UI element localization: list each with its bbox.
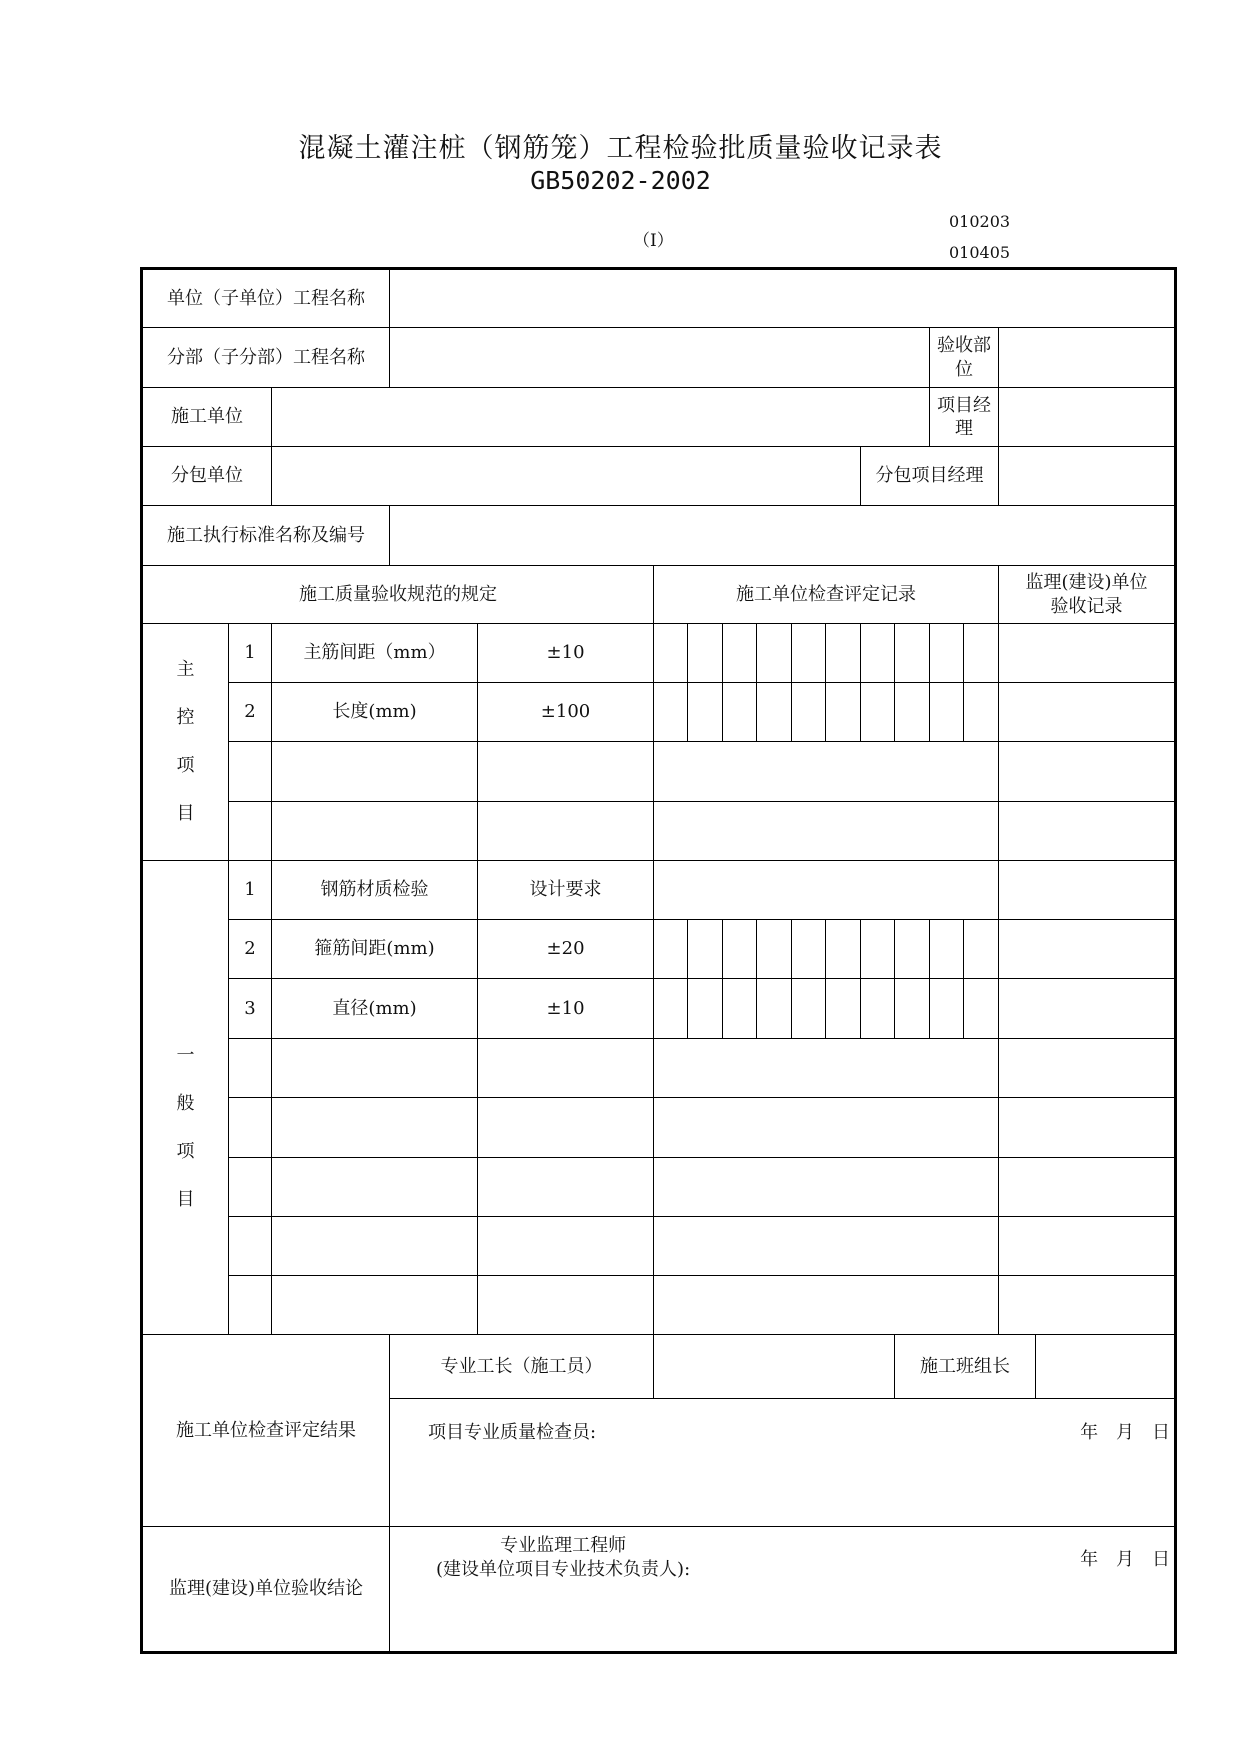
check-cell[interactable] bbox=[964, 920, 999, 979]
col-header-supervision-record: 监理(建设)单位验收记录 bbox=[999, 566, 1176, 624]
check-cell[interactable] bbox=[723, 624, 757, 683]
blank-value[interactable] bbox=[478, 742, 654, 802]
quality-inspector-label: 项目专业质量检查员: bbox=[428, 1422, 597, 1444]
label-sub-project-name: 分部（子分部）工程名称 bbox=[142, 328, 390, 388]
general-item-no: 3 bbox=[229, 979, 272, 1039]
inspection-form-table bbox=[140, 267, 1177, 1654]
blank-name[interactable] bbox=[272, 1039, 478, 1098]
blank-name[interactable] bbox=[272, 802, 478, 861]
check-cell[interactable] bbox=[930, 920, 964, 979]
check-result-date: 年 月 日 bbox=[1080, 1422, 1171, 1444]
check-cell[interactable] bbox=[861, 920, 895, 979]
check-cell[interactable] bbox=[723, 979, 757, 1039]
blank-no[interactable] bbox=[229, 802, 272, 861]
check-record-cell[interactable] bbox=[654, 1217, 999, 1276]
check-cell[interactable] bbox=[826, 920, 861, 979]
form-roman: （Ⅰ） bbox=[633, 231, 674, 251]
check-record-cell[interactable] bbox=[654, 1039, 999, 1098]
check-record-cell[interactable] bbox=[654, 861, 999, 920]
field-unit-project-name[interactable] bbox=[390, 269, 1176, 328]
supervision-cell[interactable] bbox=[999, 1039, 1176, 1098]
check-cell[interactable] bbox=[861, 683, 895, 742]
field-foreman[interactable] bbox=[654, 1335, 895, 1399]
supervisor-label: 专业监理工程师 (建设单位项目专业技术负责人): bbox=[436, 1535, 691, 1580]
general-item-name: 直径(mm) bbox=[272, 979, 478, 1039]
blank-name[interactable] bbox=[272, 1276, 478, 1335]
main-item-name: 长度(mm) bbox=[272, 683, 478, 742]
check-cell[interactable] bbox=[723, 920, 757, 979]
label-construction-unit: 施工单位 bbox=[142, 388, 272, 447]
check-cell[interactable] bbox=[895, 979, 930, 1039]
check-cell[interactable] bbox=[861, 624, 895, 683]
check-cell[interactable] bbox=[792, 624, 826, 683]
label-supervision-conclusion: 监理(建设)单位验收结论 bbox=[142, 1527, 390, 1653]
check-cell[interactable] bbox=[688, 683, 723, 742]
label-acceptance-part: 验收部位 bbox=[930, 328, 999, 388]
blank-value[interactable] bbox=[478, 1098, 654, 1158]
check-cell[interactable] bbox=[792, 920, 826, 979]
field-acceptance-part[interactable] bbox=[999, 328, 1176, 388]
blank-value[interactable] bbox=[478, 1276, 654, 1335]
check-cell[interactable] bbox=[895, 624, 930, 683]
main-item-no: 2 bbox=[229, 683, 272, 742]
check-cell[interactable] bbox=[654, 920, 688, 979]
blank-value[interactable] bbox=[478, 802, 654, 861]
blank-name[interactable] bbox=[272, 1217, 478, 1276]
blank-value[interactable] bbox=[478, 1039, 654, 1098]
blank-no[interactable] bbox=[229, 1158, 272, 1217]
field-team-leader[interactable] bbox=[1036, 1335, 1176, 1399]
check-result-sign-area[interactable] bbox=[390, 1399, 1176, 1527]
general-label: 一 般 项 目 bbox=[142, 861, 229, 1335]
label-check-result: 施工单位检查评定结果 bbox=[142, 1335, 390, 1527]
supervision-cell[interactable] bbox=[999, 1217, 1176, 1276]
check-cell[interactable] bbox=[930, 624, 964, 683]
blank-no[interactable] bbox=[229, 1039, 272, 1098]
field-sub-project-name[interactable] bbox=[390, 328, 930, 388]
check-cell[interactable] bbox=[792, 683, 826, 742]
blank-no[interactable] bbox=[229, 1276, 272, 1335]
check-cell[interactable] bbox=[723, 683, 757, 742]
general-item-no: 1 bbox=[229, 861, 272, 920]
general-item-value: 设计要求 bbox=[478, 861, 654, 920]
check-cell[interactable] bbox=[895, 920, 930, 979]
check-cell[interactable] bbox=[654, 979, 688, 1039]
field-subcontract-unit[interactable] bbox=[272, 447, 861, 506]
general-item-no: 2 bbox=[229, 920, 272, 979]
blank-name[interactable] bbox=[272, 1098, 478, 1158]
check-cell[interactable] bbox=[826, 979, 861, 1039]
check-record-cell[interactable] bbox=[654, 1098, 999, 1158]
supervision-cell[interactable] bbox=[999, 861, 1176, 920]
check-cell[interactable] bbox=[930, 683, 964, 742]
supervision-cell[interactable] bbox=[999, 1276, 1176, 1335]
check-cell[interactable] bbox=[688, 624, 723, 683]
blank-no[interactable] bbox=[229, 1217, 272, 1276]
label-foreman: 专业工长（施工员） bbox=[390, 1335, 654, 1399]
check-cell[interactable] bbox=[930, 979, 964, 1039]
blank-name[interactable] bbox=[272, 1158, 478, 1217]
col-header-check-record: 施工单位检查评定记录 bbox=[654, 566, 999, 624]
check-cell[interactable] bbox=[757, 979, 792, 1039]
main-item-value: ±10 bbox=[478, 624, 654, 683]
check-record-cell[interactable] bbox=[654, 1276, 999, 1335]
label-unit-project-name: 单位（子单位）工程名称 bbox=[142, 269, 390, 328]
supervision-cell[interactable] bbox=[999, 742, 1176, 802]
check-cell[interactable] bbox=[964, 979, 999, 1039]
supervision-cell[interactable] bbox=[999, 979, 1176, 1039]
label-team-leader: 施工班组长 bbox=[895, 1335, 1036, 1399]
blank-value[interactable] bbox=[478, 1217, 654, 1276]
check-cell[interactable] bbox=[757, 920, 792, 979]
main-item-value: ±100 bbox=[478, 683, 654, 742]
standard-code: GB50202-2002 bbox=[530, 166, 711, 195]
check-cell[interactable] bbox=[964, 683, 999, 742]
supervision-cell[interactable] bbox=[999, 1158, 1176, 1217]
label-subcontract-unit: 分包单位 bbox=[142, 447, 272, 506]
field-subcontract-manager[interactable] bbox=[999, 447, 1176, 506]
check-cell[interactable] bbox=[792, 979, 826, 1039]
check-cell[interactable] bbox=[826, 683, 861, 742]
field-standard-name-no[interactable] bbox=[390, 506, 1176, 566]
field-construction-unit[interactable] bbox=[272, 388, 930, 447]
check-cell[interactable] bbox=[826, 624, 861, 683]
check-cell[interactable] bbox=[895, 683, 930, 742]
label-standard-name-no: 施工执行标准名称及编号 bbox=[142, 506, 390, 566]
supervision-sign-area[interactable] bbox=[390, 1527, 1176, 1653]
supervision-cell[interactable] bbox=[999, 624, 1176, 683]
check-cell[interactable] bbox=[861, 979, 895, 1039]
form-code-2: 010405 bbox=[949, 243, 1011, 262]
general-item-value: ±10 bbox=[478, 979, 654, 1039]
col-header-spec: 施工质量验收规范的规定 bbox=[142, 566, 654, 624]
supervision-cell[interactable] bbox=[999, 920, 1176, 979]
field-project-manager[interactable] bbox=[999, 388, 1176, 447]
check-record-cell[interactable] bbox=[654, 742, 999, 802]
check-record-cell[interactable] bbox=[654, 1158, 999, 1217]
check-cell[interactable] bbox=[654, 624, 688, 683]
check-cell[interactable] bbox=[964, 624, 999, 683]
form-title: 混凝土灌注桩（钢筋笼）工程检验批质量验收记录表 bbox=[298, 133, 943, 164]
supervision-cell[interactable] bbox=[999, 1098, 1176, 1158]
supervision-date: 年 月 日 bbox=[1080, 1548, 1171, 1570]
general-item-name: 箍筋间距(mm) bbox=[272, 920, 478, 979]
general-item-name: 钢筋材质检验 bbox=[272, 861, 478, 920]
form-code-1: 010203 bbox=[949, 212, 1011, 231]
supervision-cell[interactable] bbox=[999, 683, 1176, 742]
check-cell[interactable] bbox=[688, 979, 723, 1039]
supervision-cell[interactable] bbox=[999, 802, 1176, 861]
check-cell[interactable] bbox=[688, 920, 723, 979]
blank-name[interactable] bbox=[272, 742, 478, 802]
check-cell[interactable] bbox=[757, 624, 792, 683]
check-record-cell[interactable] bbox=[654, 802, 999, 861]
blank-value[interactable] bbox=[478, 1158, 654, 1217]
label-project-manager: 项目经理 bbox=[930, 388, 999, 447]
main-control-label: 主 控 项 目 bbox=[142, 624, 229, 861]
check-cell[interactable] bbox=[757, 683, 792, 742]
main-item-no: 1 bbox=[229, 624, 272, 683]
main-item-name: 主筋间距（mm） bbox=[272, 624, 478, 683]
blank-no[interactable] bbox=[229, 1098, 272, 1158]
label-subcontract-manager: 分包项目经理 bbox=[861, 447, 999, 506]
check-cell[interactable] bbox=[654, 683, 688, 742]
blank-no[interactable] bbox=[229, 742, 272, 802]
general-item-value: ±20 bbox=[478, 920, 654, 979]
